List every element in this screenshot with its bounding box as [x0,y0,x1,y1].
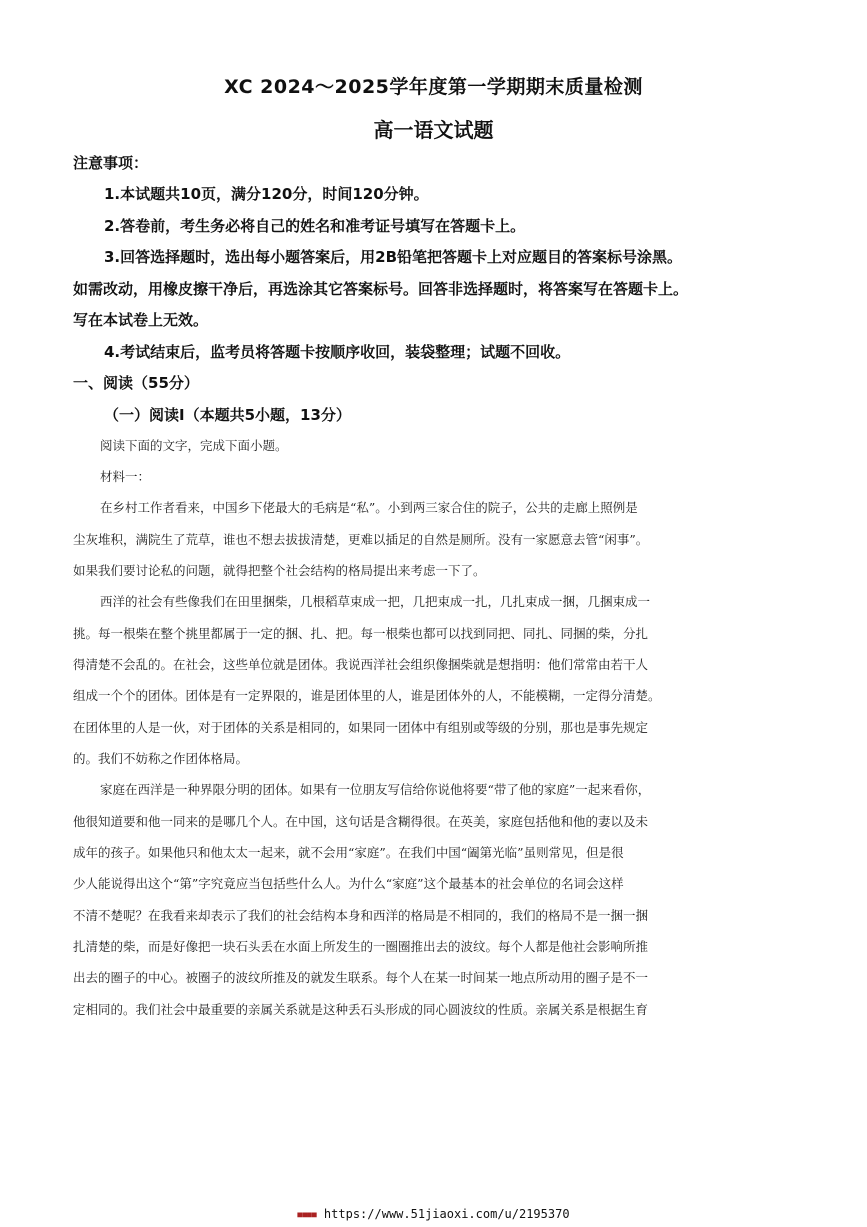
passage-line: 成年的孩子。如果他只和他太太一起来，就不会用“家庭”。在我们中国“阖第光临”虽则常见，但是很 [73,845,624,860]
notice-item-3: 3.回答选择题时，选出每小题答案后，用2B铅笔把答题卡上对应题目的答案标号涂黑。 [104,248,683,266]
passage-line: 扎清楚的柴，而是好像把一块石头丢在水面上所发生的一圈圈推出去的波纹。每个人都是他社会影响所推 [73,939,649,954]
notice-item-3-cont: 如需改动，用橡皮擦干净后，再选涂其它答案标号。回答非选择题时，将答案写在答题卡上。 [73,280,689,298]
section-subheading: （一）阅读Ⅰ（本题共5小题，13分） [104,406,351,424]
passage-line: 组成一个个的团体。团体是有一定界限的，谁是团体里的人，谁是团体外的人，不能模糊，一定得分清楚。 [73,688,661,703]
material-label: 材料一： [100,469,151,484]
passage-line: 挑。每一根柴在整个挑里都属于一定的捆、扎、把。每一根柴也都可以找到同把、同扎、同捆的柴，分扎 [73,626,649,641]
watermark-mark: ■■■■ [297,1210,317,1219]
passage-line: 在乡村工作者看来，中国乡下佬最大的毛病是“私”。小到两三家合住的院子，公共的走廊上照例是 [100,500,638,515]
passage-line: 定相同的。我们社会中最重要的亲属关系就是这种丢石头形成的同心圆波纹的性质。亲属关系是根据生育 [73,1002,649,1017]
passage-line: 的。我们不妨称之作团体格局。 [73,751,249,766]
section-heading: 一、阅读（55分） [73,374,199,392]
exam-subtitle: 高一语文试题 [373,118,494,142]
passage-line: 出去的圈子的中心。被圈子的波纹所推及的就发生联系。每个人在某一时间某一地点所动用的圈子是不一 [73,970,649,985]
passage-line: 不清不楚呢？在我看来却表示了我们的社会结构本身和西洋的格局是不相同的，我们的格局不是一捆一捆 [73,908,649,923]
notice-heading: 注意事项： [73,154,149,172]
passage-line: 他很知道要和他一同来的是哪几个人。在中国，这句话是含糊得很。在英美，家庭包括他和他的妻以及未 [73,814,649,829]
passage-line: 西洋的社会有些像我们在田里捆柴，几根稻草束成一把，几把束成一扎，几扎束成一捆，几捆束成一 [100,594,651,609]
footer [0,1207,867,1221]
passage-line: 少人能说得出这个“第”字究竟应当包括些什么人。为什么“家庭”这个最基本的社会单位的名词会这样 [73,876,624,891]
passage-line: 尘灰堆积，满院生了荒草，谁也不想去拔拔清楚，更难以插足的自然是厕所。没有一家愿意去管“闲事”。 [73,532,649,547]
notice-item-4: 4.考试结束后，监考员将答题卡按顺序收回，装袋整理；试题不回收。 [104,343,571,361]
footer-url[interactable]: https://www.51jiaoxi.com/u/2195370 [323,1207,570,1221]
instruction-text: 阅读下面的文字，完成下面小题。 [100,438,288,453]
passage-line: 家庭在西洋是一种界限分明的团体。如果有一位朋友写信给你说他将要“带了他的家庭”一起来看你， [100,782,651,797]
notice-item-1: 1.本试题共10页，满分120分，时间120分钟。 [104,185,429,203]
passage-line: 如果我们要讨论私的问题，就得把整个社会结构的格局提出来考虑一下了。 [73,563,486,578]
exam-title: XC 2024～2025学年度第一学期期末质量检测 [224,76,643,98]
passage-line: 得清楚不会乱的。在社会，这些单位就是团体。我说西洋社会组织像捆柴就是想指明：他们常常由若干人 [73,657,649,672]
notice-item-3-end: 写在本试卷上无效。 [73,311,209,329]
notice-item-2: 2.答卷前，考生务必将自己的姓名和准考证号填写在答题卡上。 [104,217,526,235]
passage-line: 在团体里的人是一伙，对于团体的关系是相同的，如果同一团体中有组别或等级的分别，那也是事先规定 [73,720,649,735]
